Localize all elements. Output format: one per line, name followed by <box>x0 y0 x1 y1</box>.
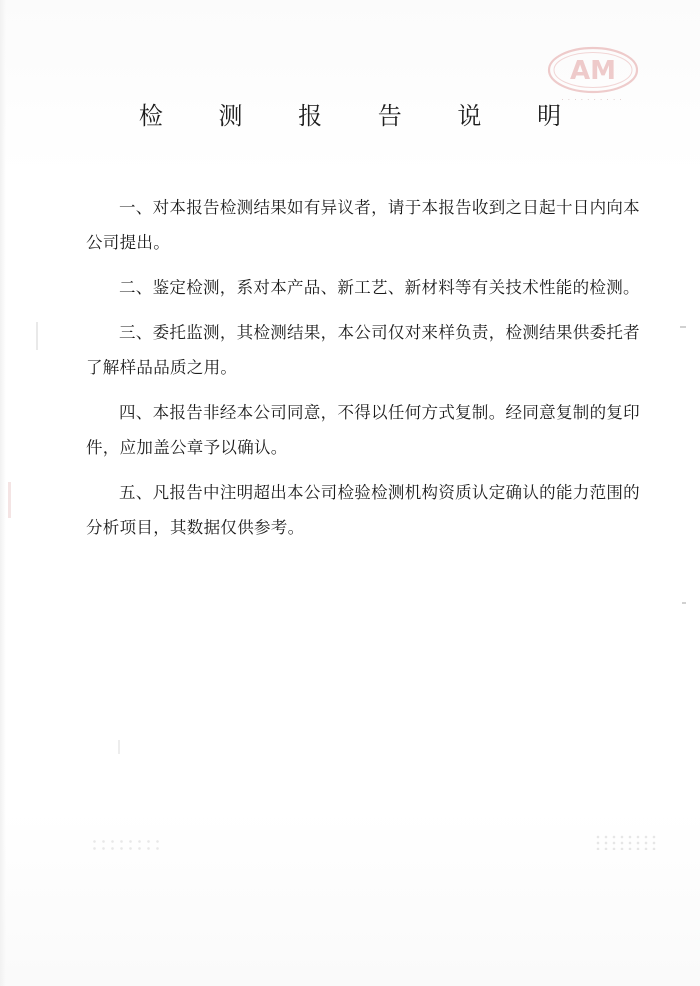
page-title: 检 测 报 告 说 明 <box>138 102 586 130</box>
note-paragraph-2: 二、鉴定检测，系对本产品、新工艺、新材料等有关技术性能的检测。 <box>119 278 640 297</box>
note-paragraph-1: 一、对本报告检测结果如有异议者，请于本报告收到之日起十日内向本公司提出。 <box>86 198 640 252</box>
note-paragraph-5: 五、凡报告中注明超出本公司检验检测机构资质认定确认的能力范围的分析项目，其数据仅供参考。 <box>86 483 640 537</box>
logo-caption: · · · · · · · · · · <box>561 96 623 104</box>
company-logo <box>544 44 642 104</box>
scan-mark <box>118 740 120 754</box>
scan-mark <box>680 326 686 328</box>
scan-mark <box>682 602 686 604</box>
notes-body <box>86 190 640 555</box>
scan-noise <box>594 834 658 850</box>
logo-icon <box>544 44 642 104</box>
scan-noise <box>90 838 160 852</box>
note-paragraph-4: 四、本报告非经本公司同意，不得以任何方式复制。经同意复制的复印件，应加盖公章予以确认。 <box>86 403 640 457</box>
scan-edge <box>0 0 6 986</box>
note-paragraph-3: 三、委托监测，其检测结果，本公司仅对来样负责，检测结果供委托者了解样品品质之用。 <box>86 323 640 377</box>
scan-mark <box>36 322 38 350</box>
svg-text:AM: AM <box>570 56 616 86</box>
scan-mark <box>8 482 11 518</box>
